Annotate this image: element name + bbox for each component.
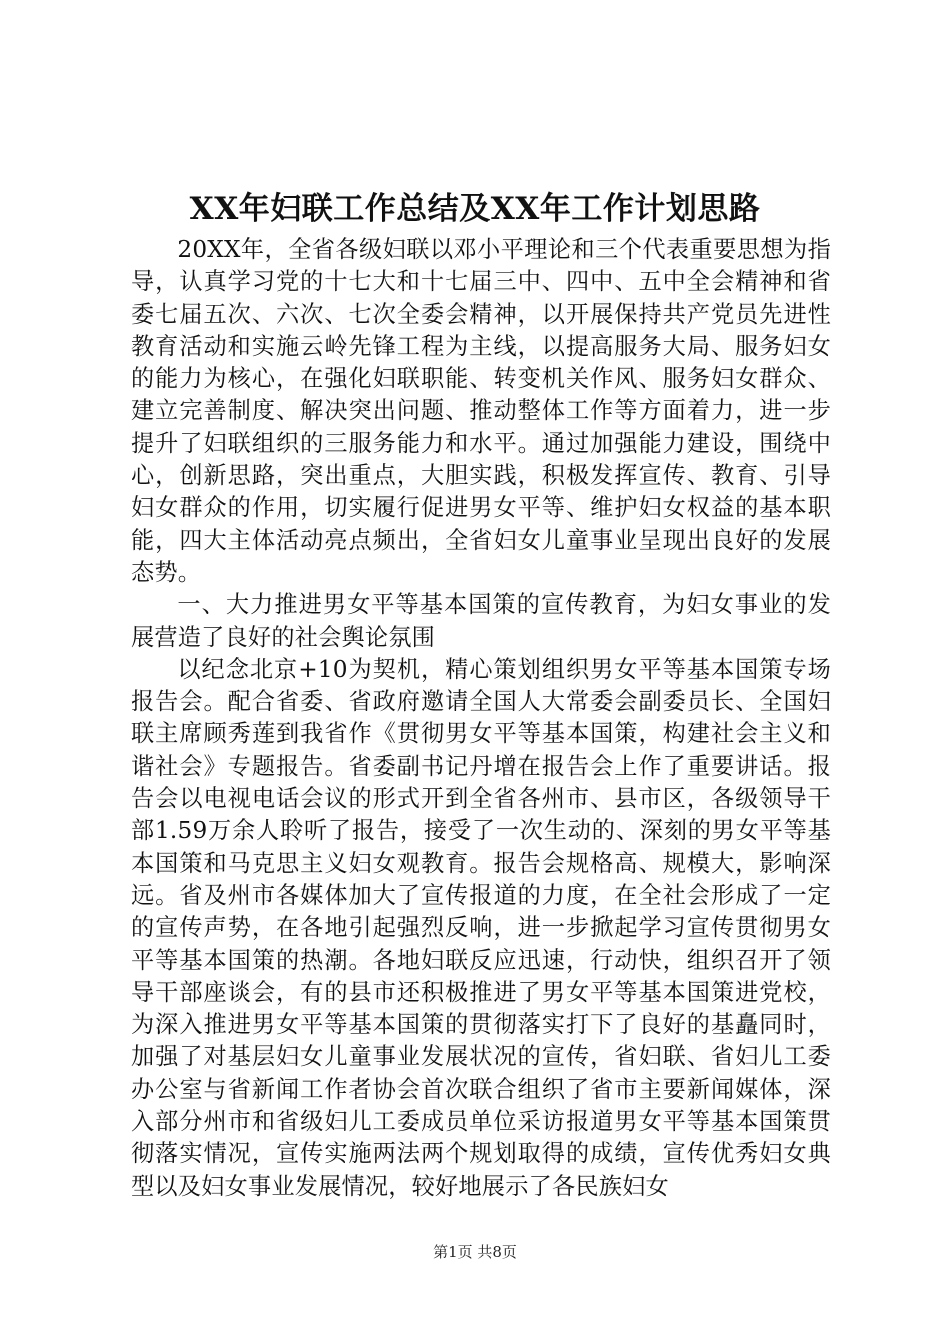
document-title: XX年妇联工作总结及XX年工作计划思路 — [189, 191, 761, 227]
document-body — [131, 234, 831, 1203]
section-1-paragraph: 以纪念北京+10为契机，精心策划组织男女平等基本国策专场报告会。配合省委、省政府邀请全国人大常委会副委员长、全国妇联主席顾秀莲到我省作《贯彻男女平等基本国策，构建社会主义和谐社会》专题报告。省委副书记丹增在报告会上作了重要讲话。报告会以电视电话会议的形式开到全省各州市、县市区，各级领导干部1.59万余人聆听了报告，接受了一次生动的、深刻的男女平等基本国策和马克思主义妇女观教育。报告会规格高、规模大，影响深远。省及州市各媒体加大了宣传报道的力度，在全社会形成了一定的宣传声势，在各地引起强烈反响，进一步掀起学习宣传贯彻男女平等基本国策的热潮。各地妇联反应迅速，行动快，组织召开了领导干部座谈会，有的县市还积极推进了男女平等基本国策进党校，为深入推进男女平等基本国策的贯彻落实打下了良好的基矗同时，加强了对基层妇女儿童事业发展状况的宣传，省妇联、省妇儿工委办公室与省新闻工作者协会首次联合组织了省市主要新闻媒体，深入部分州市和省级妇儿工委成员单位采访报道男女平等基本国策贯彻落实情况，宣传实施两法两个规划取得的成绩，宣传优秀妇女典型以及妇女事业发展情况，较好地展示了各民族妇女 — [131, 655, 831, 1200]
section-heading-1: 一、大力推进男女平等基本国策的宣传教育，为妇女事业的发展营造了良好的社会舆论氛围 — [131, 591, 831, 651]
intro-paragraph: 20XX年，全省各级妇联以邓小平理论和三个代表重要思想为指导，认真学习党的十七大和十七届三中、四中、五中全会精神和省委七届五次、六次、七次全委会精神，以开展保持共产党员先进性教育活动和实施云岭先锋工程为主线，以提高服务大局、服务妇女的能力为核心，在强化妇联职能、转变机关作风、服务妇女群众、建立完善制度、解决突出问题、推动整体工作等方面着力，进一步提升了妇联组织的三服务能力和水平。通过加强能力建设，围绕中心，创新思路，突出重点，大胆实践，积极发挥宣传、教育、引导妇女群众的作用，切实履行促进男女平等、维护妇女权益的基本职能，四大主体活动亮点频出，全省妇女儿童事业呈现出良好的发展态势。 — [131, 236, 831, 586]
page-number: 第1页 共8页 — [433, 1243, 517, 1261]
